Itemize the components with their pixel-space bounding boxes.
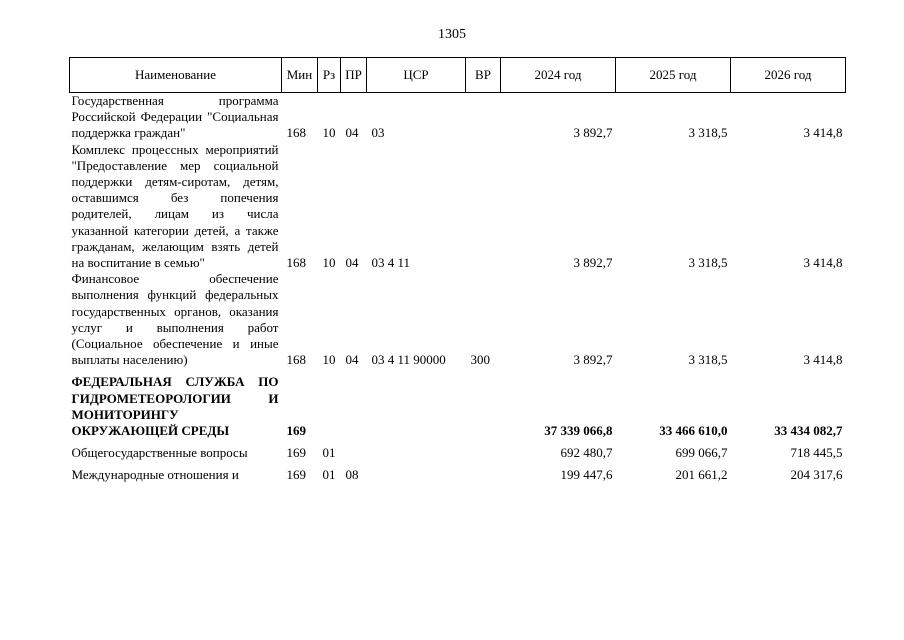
header-csr: ЦСР bbox=[367, 58, 466, 93]
row-pr: 04 bbox=[345, 352, 359, 368]
row-vr bbox=[466, 93, 501, 142]
row-csr: 03 4 11 90000 bbox=[371, 352, 446, 368]
header-min: Мин bbox=[282, 58, 318, 93]
row-vr: 300 bbox=[470, 352, 490, 368]
header-2026: 2026 год bbox=[731, 58, 846, 93]
row-name: Комплекс процессных мероприятий "Предоставление мер социальной поддержки детям-сиротам, детям, оставшимся без попечения родителей, лицам из числа указанной категории детей, а также гражданам, желающим взять детей на воспитание в семью" bbox=[71, 141, 279, 271]
row-value-2026: 33 434 082,7 bbox=[774, 423, 843, 439]
row-rz: 01 bbox=[322, 467, 336, 483]
row-value-2025: 201 661,2 bbox=[675, 467, 728, 483]
row-value-2024: 3 892,7 bbox=[573, 352, 613, 368]
row-rz: 10 bbox=[322, 352, 336, 368]
row-name: ФЕДЕРАЛЬНАЯ СЛУЖБА ПО ГИДРОМЕТЕОРОЛОГИИ И МОНИТОРИНГУ ОКРУЖАЮЩЕЙ СРЕДЫ bbox=[71, 374, 279, 439]
row-pr: 04 bbox=[345, 255, 359, 271]
row-value-2025: 699 066,7 bbox=[675, 445, 728, 461]
table-row bbox=[70, 439, 846, 461]
row-vr bbox=[466, 368, 501, 439]
row-value-2026: 718 445,5 bbox=[790, 445, 843, 461]
row-csr: 03 4 11 bbox=[371, 255, 411, 271]
row-name: Общегосударственные вопросы bbox=[71, 445, 248, 461]
row-value-2026: 3 414,8 bbox=[803, 255, 843, 271]
header-pr: ПР bbox=[341, 58, 367, 93]
table-row bbox=[70, 368, 846, 439]
row-vr bbox=[466, 142, 501, 272]
table-header-row bbox=[70, 58, 846, 93]
row-value-2024: 199 447,6 bbox=[560, 467, 613, 483]
table-row bbox=[70, 93, 846, 142]
row-min: 169 bbox=[286, 467, 306, 483]
budget-table bbox=[69, 57, 846, 484]
table-row bbox=[70, 461, 846, 483]
table-body bbox=[70, 93, 846, 484]
header-2025: 2025 год bbox=[616, 58, 731, 93]
row-rz: 10 bbox=[322, 255, 336, 271]
header-vr: ВР bbox=[466, 58, 501, 93]
row-value-2024: 37 339 066,8 bbox=[544, 423, 613, 439]
row-min: 169 bbox=[286, 445, 306, 461]
row-min: 168 bbox=[286, 125, 306, 141]
row-csr bbox=[367, 439, 466, 461]
row-name: Международные отношения и bbox=[71, 467, 239, 483]
page-number: 1305 bbox=[438, 27, 466, 42]
header-name: Наименование bbox=[70, 58, 282, 93]
row-vr bbox=[466, 439, 501, 461]
row-rz: 10 bbox=[322, 125, 336, 141]
row-name: Государственная программа Российской Федерации "Социальная поддержка граждан" bbox=[71, 93, 279, 141]
table-row bbox=[70, 142, 846, 272]
row-min: 168 bbox=[286, 352, 306, 368]
row-rz bbox=[318, 368, 341, 439]
row-value-2024: 3 892,7 bbox=[573, 255, 613, 271]
row-value-2026: 3 414,8 bbox=[803, 125, 843, 141]
row-vr bbox=[466, 461, 501, 483]
row-rz: 01 bbox=[322, 445, 336, 461]
row-value-2025: 33 466 610,0 bbox=[659, 423, 728, 439]
row-pr: 04 bbox=[345, 125, 359, 141]
row-min: 168 bbox=[286, 255, 306, 271]
row-csr: 03 bbox=[371, 125, 385, 141]
row-value-2024: 3 892,7 bbox=[573, 125, 613, 141]
row-value-2026: 3 414,8 bbox=[803, 352, 843, 368]
row-csr bbox=[367, 368, 466, 439]
row-csr bbox=[367, 461, 466, 483]
row-value-2026: 204 317,6 bbox=[790, 467, 843, 483]
header-rz: Рз bbox=[318, 58, 341, 93]
row-pr: 08 bbox=[345, 467, 359, 483]
header-2024: 2024 год bbox=[501, 58, 616, 93]
row-value-2025: 3 318,5 bbox=[688, 352, 728, 368]
row-pr bbox=[341, 368, 367, 439]
row-value-2025: 3 318,5 bbox=[688, 125, 728, 141]
row-value-2024: 692 480,7 bbox=[560, 445, 613, 461]
row-name: Финансовое обеспечение выполнения функций федеральных государственных органов, оказания услуг и выполнения работ (Социальное обеспечение и иные выплаты населению) bbox=[71, 271, 279, 368]
row-pr bbox=[341, 439, 367, 461]
table-row bbox=[70, 271, 846, 368]
row-value-2025: 3 318,5 bbox=[688, 255, 728, 271]
row-min: 169 bbox=[286, 423, 306, 439]
